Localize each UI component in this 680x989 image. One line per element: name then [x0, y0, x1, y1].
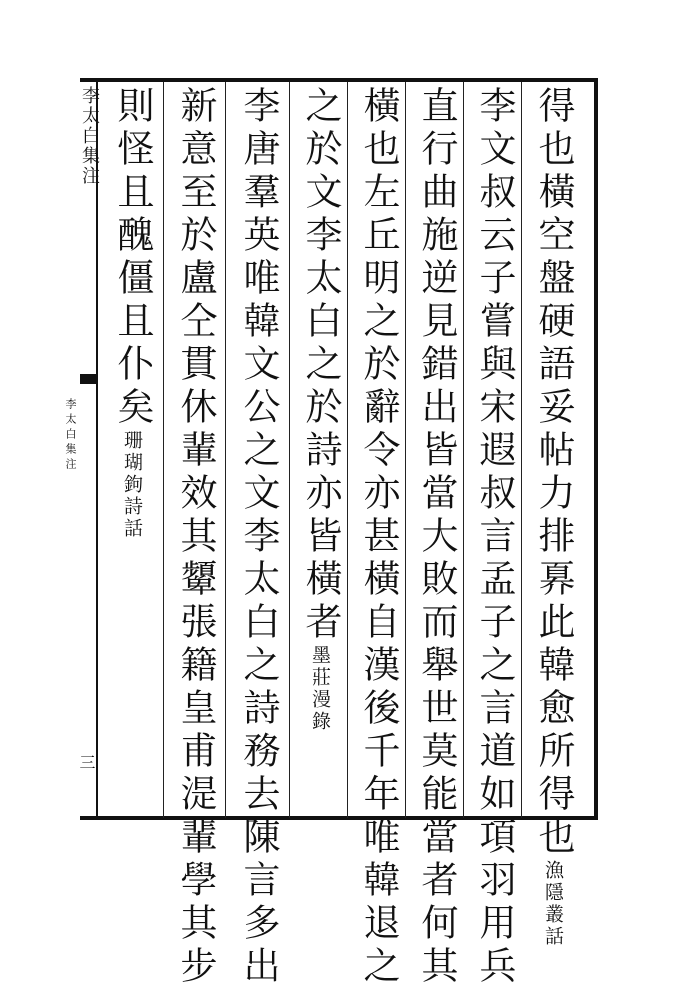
page-gutter: [77, 78, 100, 820]
column-rule: [225, 82, 226, 818]
note-line-b: 漫錄: [309, 689, 331, 733]
text-column-2: [473, 86, 516, 989]
text-column-8: [112, 86, 152, 816]
gutter-title: 李太白集注: [79, 86, 100, 186]
column-rule: [405, 82, 406, 818]
column-rule: [163, 82, 164, 818]
text-column-3: [415, 86, 458, 989]
inline-note: [543, 860, 563, 948]
note-line-a: 珊瑚鉤: [121, 430, 143, 496]
gutter-fish-tail: [80, 374, 98, 384]
text-column-5: [300, 86, 340, 816]
column-main-text: 得也橫空盤硬語妥帖力排奡此韓愈所得也: [532, 86, 575, 860]
inline-note: [310, 645, 330, 733]
column-main-text: 直行曲施逆見錯出皆當大敗而舉世莫能當者何其: [415, 86, 458, 989]
note-line-b: 叢話: [542, 904, 564, 948]
side-label: 李太白集注: [64, 398, 77, 473]
column-main-text: 新意至於盧仝貫休輩效其顰張籍皇甫湜輩學其步: [174, 86, 217, 989]
column-rule: [347, 82, 348, 818]
column-rule: [521, 82, 522, 818]
gutter-page-number: 三: [77, 754, 96, 770]
text-column-6: [237, 86, 280, 989]
column-rule: [463, 82, 464, 818]
column-main-text: 李文叔云子嘗與宋遐叔言孟子之言道如項羽用兵: [473, 86, 516, 989]
text-column-4: [357, 86, 400, 989]
note-line-b: 詩話: [121, 496, 143, 540]
text-column-7: [174, 86, 217, 989]
note-line-a: 墨莊: [309, 645, 331, 689]
column-main-text: 橫也左丘明之於辭令亦甚橫自漢後千年唯韓退之: [357, 86, 400, 989]
column-main-text: 之於文李太白之於詩亦皆橫者: [299, 86, 342, 645]
text-column-1: [532, 86, 575, 948]
note-line-a: 漁隱: [542, 860, 564, 904]
column-rule: [289, 82, 290, 818]
column-main-text: 李唐羣英唯韓文公之文李太白之詩務去陳言多出: [237, 86, 280, 989]
column-main-text: 則怪且醜僵且仆矣: [111, 86, 154, 430]
inline-note: [122, 430, 142, 540]
